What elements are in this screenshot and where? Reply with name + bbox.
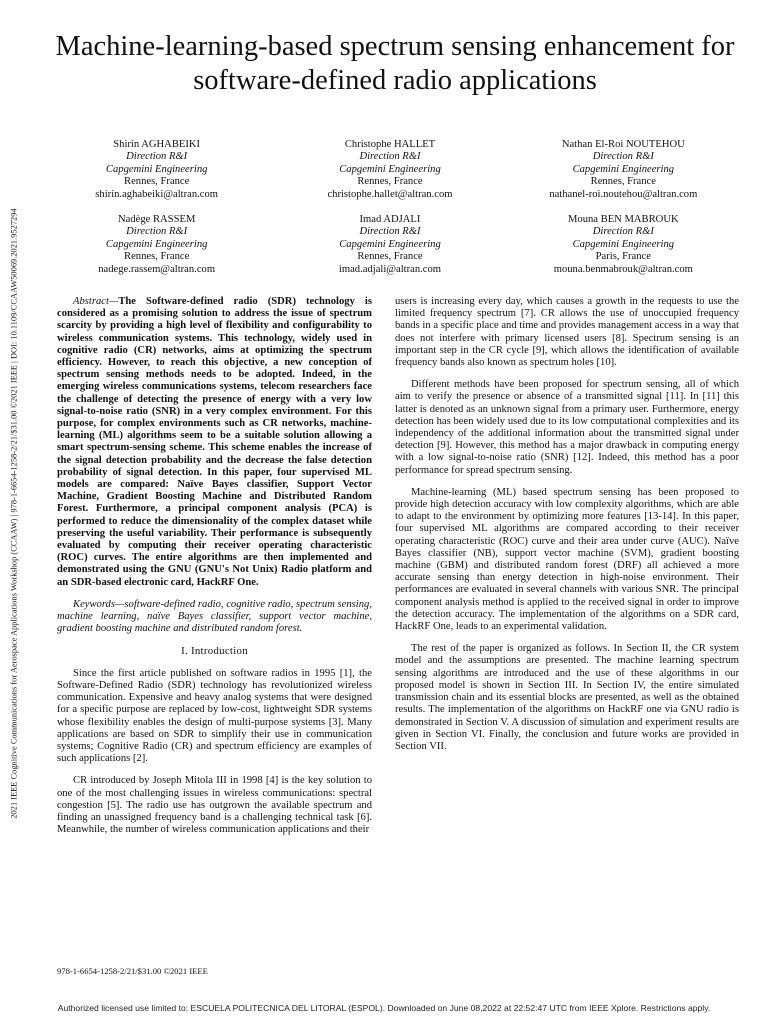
author-block <box>507 139 740 201</box>
abstract <box>57 296 372 589</box>
keywords: Keywords—software-defined radio, cognitive radio, spectrum sensing, machine learning, naïve Bayes classifier, support vector machine, gradient boosting machine and distributed random forest. <box>57 598 372 635</box>
copyright-footer: 978-1-6654-1258-2/21/$31.00 ©2021 IEEE <box>57 966 208 976</box>
author-name: Christophe HALLET <box>344 139 436 150</box>
author-email[interactable]: christophe.hallet@altran.com <box>327 188 453 200</box>
author-department: Direction R&I <box>592 226 654 238</box>
author-city: Rennes, France <box>357 251 423 263</box>
section-heading-introduction: I. Introduction <box>181 645 248 658</box>
left-column <box>57 296 372 846</box>
license-notice: Authorized licensed use limited to: ESCUELA POLITECNICA DEL LITORAL (ESPOL). Downloaded on June 08,2022 at 22:52:47 UTC from IEEE Xplore. Restrictions apply. <box>57 1003 711 1013</box>
body-paragraph: Since the first article published on software radios in 1995 [1], the Software-Defined Radio (SDR) technology has revolutionized wireless communication. Expensive and heavy analog systems that were designed for a specific purpose are replaced by low-cost, lightweight SDR systems whose flexibility enables the design of multi-purpose systems [3]. Many applications are based on SDR to simplify their use in communication systems; Cognitive Radio (CR) and spectrum efficiency are examples of such applications [2]. <box>57 667 372 765</box>
author-block <box>273 214 506 276</box>
author-city: Rennes, France <box>357 176 423 188</box>
body-paragraph: Machine-learning (ML) based spectrum sensing has been proposed to provide high detection accuracy with low complexity algorithms, which are able to adapt to the environment by optimizing more features [13-14]. In this paper, four supervised ML algorithms are compared according to their receiver operating characteristic (ROC) curve and their area under curve (AUC). Naïve Bayes classifier (NB), support vector machine (SVM), gradient boosting machine (GBM) and distributed random forest (DRF) all achieved a more accurate sensing than energy detection in high-noise environment. Their performances are evaluated in several channels with various SNR. The principal component analysis method is applied to the received signal in order to improve the detection accuracy. The implementation of the algorithms on a SDR card, HackRF One, leads to an experimental validation. <box>395 486 739 633</box>
author-name: Nadège RASSEM <box>117 214 196 226</box>
author-organization: Capgemini Engineering <box>339 238 441 250</box>
author-name: Imad ADJALI <box>359 214 421 226</box>
doi-sidebar-text: 2021 IEEE Cognitive Communications for Aerospace Applications Workshop (CCAAW) | 978-1-6654-1258-2/21/$31.00 ©2021 IEEE | DOI: 10.1109/CCAAW50069.2021.9527294 <box>9 208 19 819</box>
author-email[interactable]: nathanel-roi.noutehou@altran.com <box>549 188 698 200</box>
body-paragraph: The rest of the paper is organized as follows. In Section II, the CR system model and the assumptions are presented. The machine learning spectrum sensing algorithms are introduced and the use of these algorithms in our proposed model is shown in Section III. In Section IV, the entire simulated transmission chain and its essential blocks are presented, as well as the obtained results. The implementation of the algorithms on HackRF one via GNU radio is demonstrated in Section V. A discussion of simulation and experiment results are given in Section VI. Finally, the conclusion and future works are provided in Section VII. <box>395 643 739 752</box>
right-column <box>395 296 739 763</box>
author-department: Direction R&I <box>592 151 654 163</box>
abstract-label: Abstract— <box>73 296 119 307</box>
author-name: Shirin AGHABEIKI <box>113 139 201 150</box>
author-email[interactable]: imad.adjali@altran.com <box>338 263 442 275</box>
author-organization: Capgemini Engineering <box>105 163 208 175</box>
author-block <box>273 139 506 201</box>
author-name: Mouna BEN MABROUK <box>567 214 679 226</box>
author-name: Nathan El-Roi NOUTEHOU <box>561 139 685 150</box>
author-block <box>507 214 740 276</box>
author-block <box>40 139 273 201</box>
author-organization: Capgemini Engineering <box>572 238 675 250</box>
author-department: Direction R&I <box>126 226 188 238</box>
author-department: Direction R&I <box>359 226 421 238</box>
author-email[interactable]: nadege.rassem@altran.com <box>98 263 216 275</box>
author-city: Rennes, France <box>124 251 190 263</box>
author-organization: Capgemini Engineering <box>105 238 208 250</box>
body-paragraph: users is increasing every day, which causes a growth in the requests to use the limited frequency spectrum [7]. CR allows the use of unoccupied frequency bands in a specific place and time and provides management access in a way that does not interfere with primary licensed users [8]. Spectrum sensing is an important step in the CR cycle [9], which allows the identification of available frequency bands also known as spectrum holes [10]. <box>395 296 739 369</box>
author-department: Direction R&I <box>126 151 188 163</box>
paper-title: Machine-learning-based spectrum sensing enhancement for software-defined radio applications <box>55 31 735 96</box>
author-organization: Capgemini Engineering <box>572 163 675 175</box>
body-paragraph: Different methods have been proposed for spectrum sensing, all of which aim to verify the presence or absence of a transmitted signal [11]. In [11] this latter is denoted as an unknown signal from a primary user. Furthermore, energy detection has been widely used due to its low computational complexities and its independency of the additional information about the transmitted signal under detection [9]. However, this method has a major drawback in computing energy with a low signal-to-noise ratio (SNR) [12]. Indeed, this method has a poor performance for spread spectrum sensing. <box>395 379 739 476</box>
doi-sidebar <box>2 158 28 870</box>
author-city: Rennes, France <box>124 176 190 188</box>
abstract-text: The Software-defined radio (SDR) technology is considered as a promising solution to address the issue of spectrum scarcity by providing a high level of flexibility and configurability to wireless communication systems. This technology, widely used in cognitive radio (CR) networks, aims at optimizing the spectrum efficiency. However, to reach this objective, a new conception of spectrum sensing methods needs to be adopted. Indeed, in the emerging wireless communications systems, telecom researchers face the challenge of detecting the presence of energy with a very low signal-to-noise ratio (SNR) in a very complex environment. For this purpose, for complex environments such as CR networks, machine-learning (ML) algorithms seem to be a suitable solution allowing a smart spectrum-sensing scheme. This scheme enables the increase of the signal detection probability and the decrease the false detection probability of signal detection. In this paper, four supervised ML models are compared: Naïve Bayes classifier, Support Vector Machine, Gradient Boosting Machine and Distributed Random Forest. Furthermore, a principal component analysis (PCA) is performed to reduce the dimensionality of the complex dataset while preserving the useful variability. Their performance is subsequently evaluated by computing their receiver operating characteristic (ROC) curves. The entire algorithms are then implemented and demonstrated using the GNU (GNU's Not Unix) Radio platform and an SDR-based electronic card, HackRF One. <box>57 296 372 588</box>
author-department: Direction R&I <box>359 151 421 163</box>
author-block <box>40 214 273 276</box>
author-city: Paris, France <box>595 251 651 263</box>
author-list <box>40 139 740 276</box>
author-email[interactable]: shirin.aghabeiki@altran.com <box>95 188 219 200</box>
author-city: Rennes, France <box>590 176 656 188</box>
author-email[interactable]: mouna.benmabrouk@altran.com <box>553 263 693 275</box>
body-paragraph: CR introduced by Joseph Mitola III in 1998 [4] is the key solution to one of the most challenging issues in wireless communications: spectral congestion [5]. The radio use has outgrown the available spectrum and finding an unassigned frequency band is a challenging technical task [6]. Meanwhile, the number of wireless communication applications and their <box>57 775 372 836</box>
author-organization: Capgemini Engineering <box>339 163 441 175</box>
